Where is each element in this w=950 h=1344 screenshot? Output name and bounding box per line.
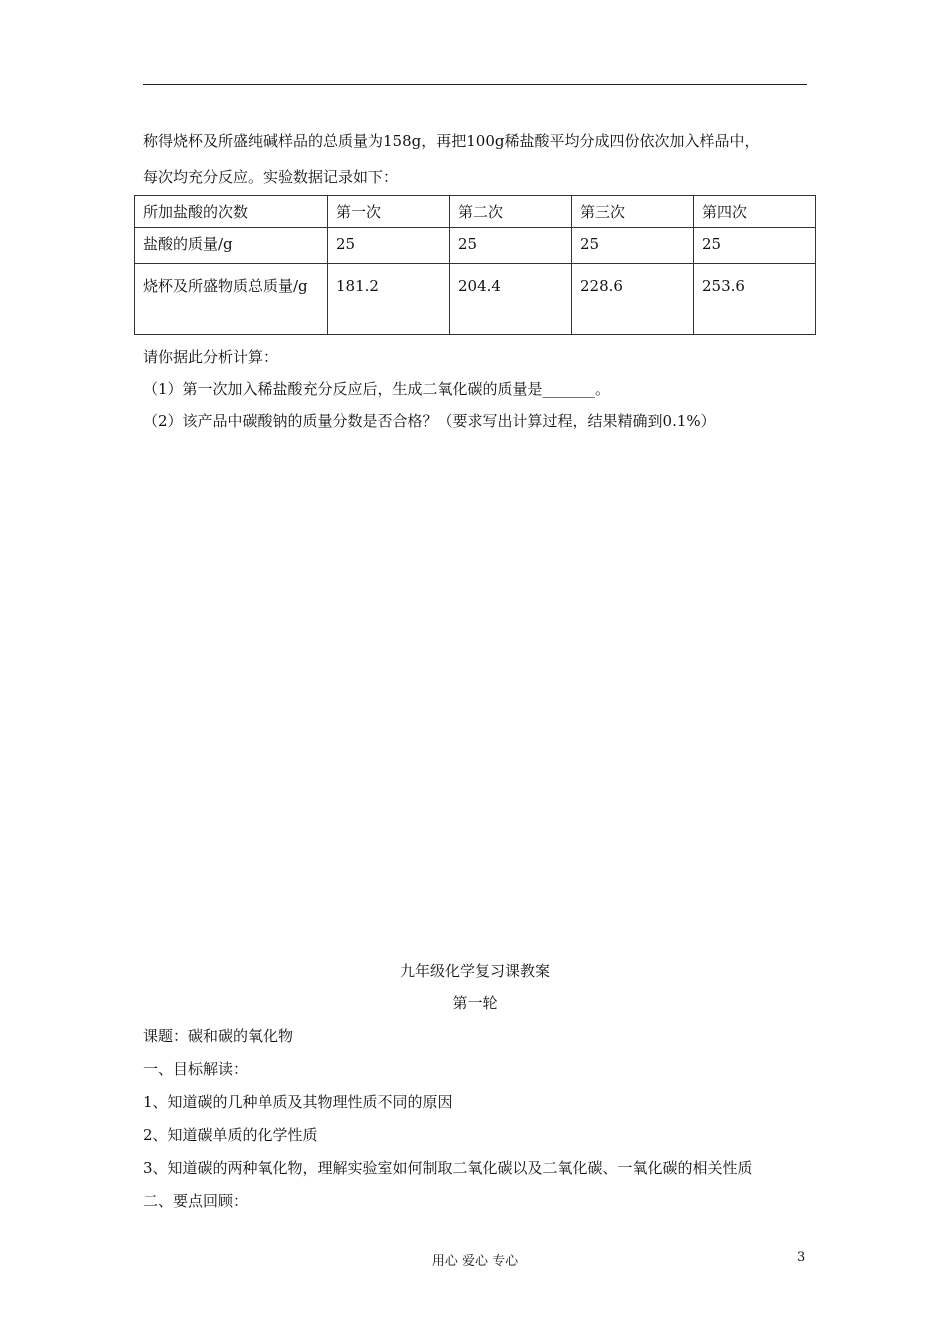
table-header-cell: 所加盐酸的次数 (135, 196, 328, 228)
table-cell: 盐酸的质量/g (135, 228, 328, 264)
section-heading: 一、目标解读： (143, 1060, 249, 1078)
question-1: （1）第一次加入稀盐酸充分反应后，生成二氧化碳的质量是_______。 (143, 380, 611, 398)
lesson-topic: 课题：碳和碳的氧化物 (143, 1027, 294, 1045)
question-prompt: 请你据此分析计算： (143, 348, 279, 366)
table-row (135, 264, 816, 335)
table-cell: 25 (328, 228, 450, 264)
table-cell: 181.2 (328, 264, 450, 335)
table-cell: 204.4 (450, 264, 572, 335)
header-rule (143, 84, 807, 85)
table-header-cell: 第二次 (450, 196, 572, 228)
table-cell: 228.6 (572, 264, 694, 335)
section-heading: 二、要点回顾： (143, 1192, 249, 1210)
table-cell: 25 (572, 228, 694, 264)
table-cell: 253.6 (694, 264, 816, 335)
table-cell: 25 (450, 228, 572, 264)
data-table (134, 195, 816, 335)
lesson-subtitle: 第一轮 (452, 994, 498, 1012)
table-cell: 25 (694, 228, 816, 264)
question-2: （2）该产品中碳酸钠的质量分数是否合格？（要求写出计算过程，结果精确到0.1%） (143, 412, 716, 430)
table-header-cell: 第一次 (328, 196, 450, 228)
lesson-title: 九年级化学复习课教案 (399, 962, 550, 980)
intro-line-2: 每次均充分反应。实验数据记录如下： (143, 168, 399, 186)
table-row (135, 228, 816, 264)
intro-line-1: 称得烧杯及所盛纯碱样品的总质量为158g，再把100g稀盐酸平均分成四份依次加入样品中， (143, 132, 760, 150)
goal-item: 3、知道碳的两种氧化物，理解实验室如何制取二氧化碳以及二氧化碳、一氧化碳的相关性质 (143, 1159, 753, 1177)
table-header-row (135, 196, 816, 228)
page-number: 3 (797, 1250, 806, 1265)
goal-item: 2、知道碳单质的化学性质 (143, 1126, 318, 1144)
footer-motto: 用心 爱心 专心 (431, 1254, 519, 1269)
table-header-cell: 第三次 (572, 196, 694, 228)
goal-item: 1、知道碳的几种单质及其物理性质不同的原因 (143, 1093, 453, 1111)
table-header-cell: 第四次 (694, 196, 816, 228)
table-cell: 烧杯及所盛物质总质量/g (135, 264, 328, 335)
